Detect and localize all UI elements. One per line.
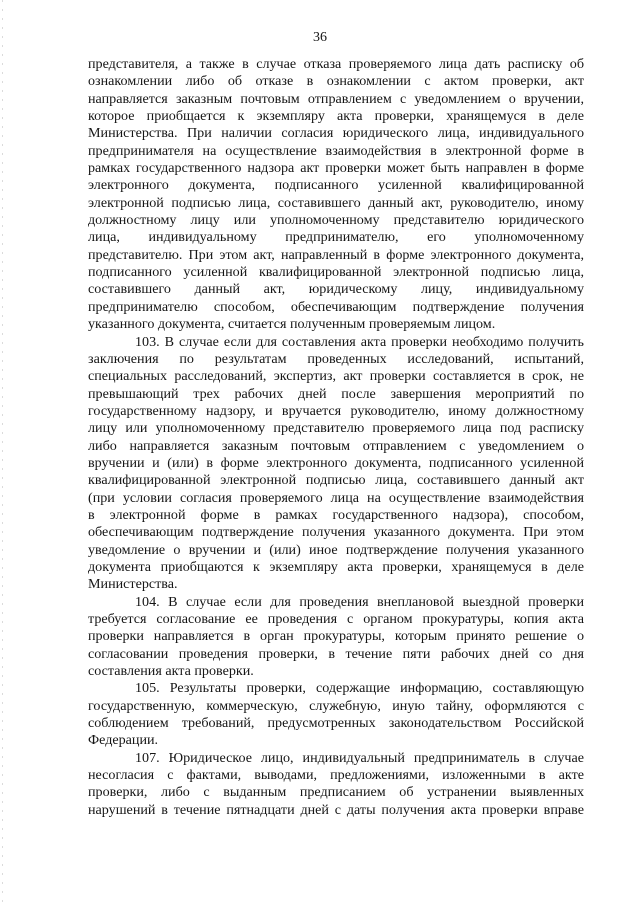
- text-line: либо направляется заказным почтовым отправлением с уведомлением о: [88, 437, 584, 454]
- text-line: должностному лицу или уполномоченному представителю юридического: [88, 212, 584, 229]
- text-line: государственную, коммерческую, служебную, иную тайну, оформляются с: [88, 697, 584, 714]
- text-line: заключения по результатам проведенных исследований, испытаний,: [88, 350, 584, 367]
- text-line: представителя, а также в случае отказа проверяемого лица дать расписку об: [88, 56, 584, 72]
- text-line: вручении и (или) в форме электронного документа, подписанного усиленной: [88, 454, 584, 471]
- text-line: превышающий трех рабочих дней после завершения мероприятий по: [88, 385, 584, 402]
- text-line: обеспечивающим подтверждение получения указанного документа. При этом: [88, 524, 584, 541]
- text-line: специальных расследований, экспертиз, акт проверки составляется в срок, не: [88, 368, 584, 385]
- text-line: лицу или уполномоченному представителю проверяемого лица под расписку: [88, 420, 584, 437]
- page-number: 36: [313, 30, 327, 45]
- text-line: направляется заказным почтовым отправлением с уведомлением о вручении,: [88, 90, 584, 107]
- text-line: в электронной форме в рамках государственного надзора), способом,: [88, 506, 584, 523]
- text-line: электронного документа, подписанного усиленной квалифицированной: [88, 177, 584, 194]
- text-line: уведомление о вручении и (или) иное подтверждение получения указанного: [88, 541, 584, 558]
- text-line: предпринимателю способом, обеспечивающим подтверждение получения: [88, 298, 584, 315]
- text-line: Министерства.: [88, 576, 178, 593]
- text-line: Министерства. При наличии согласия юридического лица, индивидуального: [88, 125, 584, 142]
- text-line: подписанного усиленной квалифицированной электронной подписью лица,: [88, 264, 584, 281]
- text-line: несогласия с фактами, выводами, предложениями, изложенными в акте: [88, 767, 584, 784]
- text-line: согласовании проведения проверки, в течение пяти рабочих дней со дня: [88, 645, 584, 662]
- text-line: нарушений в течение пятнадцати дней с даты получения акта проверки вправе: [88, 801, 584, 818]
- text-line: составления акта проверки.: [88, 663, 254, 680]
- body-text: [88, 56, 584, 819]
- text-line: 107. Юридическое лицо, индивидуальный предприниматель в случае: [135, 749, 584, 766]
- text-line: представителю. При этом акт, направленный в форме электронного документа,: [88, 246, 584, 263]
- text-line: составившего данный акт, юридическому лицу, индивидуальному: [88, 281, 584, 298]
- text-line: требуется согласование ее проведения с органом прокуратуры, копия акта: [88, 611, 584, 627]
- text-line: которое приобщается к экземпляру акта проверки, хранящемуся в деле: [88, 108, 584, 125]
- text-line: лица, индивидуальному предпринимателю, его уполномоченному: [88, 229, 584, 246]
- text-line: предпринимателя на осуществление взаимодействия в электронной форме в: [88, 142, 584, 159]
- text-line: электронной подписью лица, составившего данный акт, руководителю, иному: [88, 194, 584, 211]
- text-line: 103. В случае если для составления акта проверки необходимо получить: [135, 333, 584, 350]
- text-line: 104. В случае если для проведения внеплановой выездной проверки: [135, 593, 584, 610]
- text-line: проверки, либо с выданным предписанием об устранении выявленных: [88, 784, 584, 801]
- text-line: соблюдением требований, предусмотренных законодательством Российской: [88, 715, 584, 732]
- text-line: 105. Результаты проверки, содержащие информацию, составляющую: [135, 680, 584, 697]
- text-line: квалифицированной электронной подписью лица, составившего данный акт: [88, 472, 584, 489]
- text-line: государственному надзору, и вручается руководителю, иному должностному: [88, 402, 584, 419]
- text-line: (при условии согласия проверяемого лица на осуществление взаимодействия: [88, 489, 584, 506]
- text-line: ознакомлении либо об отказе в ознакомлении с актом проверки, акт: [88, 73, 584, 90]
- text-line: документа приобщаются к экземпляру акта проверки, хранящемуся в деле: [88, 558, 584, 575]
- text-line: указанного документа, считается полученным проверяемым лицом.: [88, 316, 496, 333]
- text-line: Федерации.: [88, 732, 159, 749]
- text-line: рамках государственного надзора акт проверки может быть направлен в форме: [88, 160, 584, 177]
- text-line: проверки направляется в орган прокуратуры, которым принято решение о: [88, 628, 584, 645]
- scan-edge-marks: [2, 0, 3, 905]
